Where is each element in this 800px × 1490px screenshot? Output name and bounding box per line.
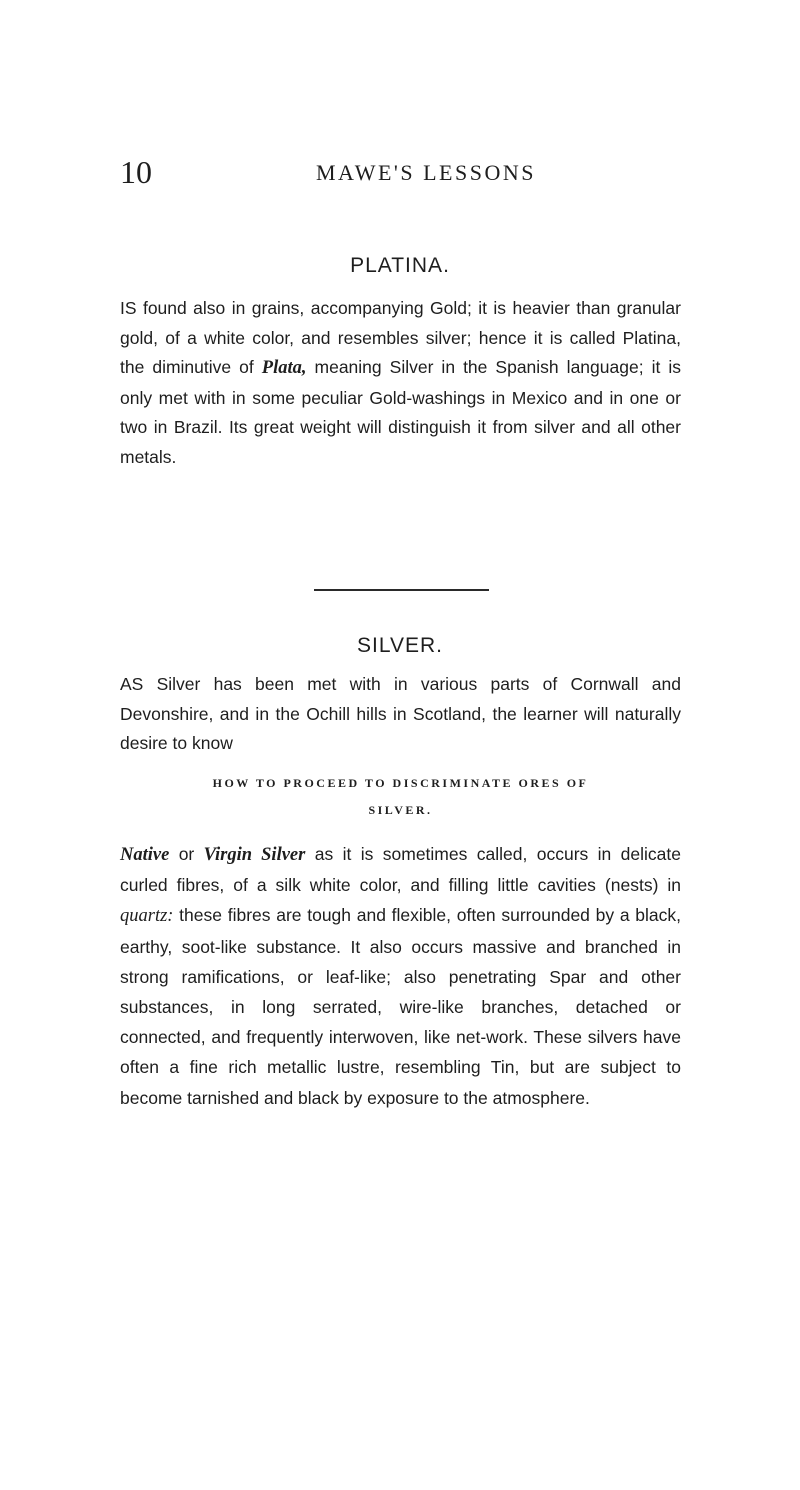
native-italic-virgin-silver: Virgin Silver (203, 845, 306, 865)
paragraph-native-silver (120, 839, 681, 1113)
section-divider (314, 589, 489, 591)
running-head (120, 152, 680, 192)
sub-heading-line-1: HOW TO PROCEED TO DISCRIMINATE ORES OF (212, 776, 589, 790)
platina-text-2: meaning Silver in the Spanish language; it is only met with in some peculiar Gold-washings in Mexico and in one or two in Brazil. Its great weight will distinguish it from silver and all other metals. (120, 357, 681, 467)
section-heading-platina: PLATINA. (350, 254, 450, 277)
native-text-1: or (169, 844, 204, 864)
native-text-3: these fibres are tough and flexible, often surrounded by a black, earthy, soot-like substance. It also occurs massive and branched in strong ramifications, or leaf-like; also penetrating Spar and other substances, in long serrated, wire-like branches, detached or connected, and frequently interwoven, like net-work. These silvers have often a fine rich metallic lustre, resembling Tin, but are subject to become tarnished and black by exposure to the atmosphere. (120, 905, 681, 1108)
sub-heading-discriminate (120, 770, 681, 824)
native-text-2: as it is sometimes called, occurs in delicate curled fibres, of a silk white color, and filling little cavities (nests) in (120, 844, 681, 896)
paragraph-silver-intro: AS Silver has been met with in various parts of Cornwall and Devonshire, and in the Ochill hills in Scotland, the learner will naturally desire to know (120, 674, 681, 753)
page-number: 10 (120, 154, 152, 190)
sub-heading-line-2: SILVER. (368, 803, 433, 817)
native-italic-native: Native (120, 845, 170, 865)
native-italic-quartz: quartz: (120, 906, 174, 927)
running-title: MAWE'S LESSONS (316, 160, 536, 185)
section-heading-silver: SILVER. (357, 634, 443, 657)
platina-italic-plata: Plata, (261, 358, 307, 378)
paragraph-platina (120, 294, 681, 472)
platina-text-1: IS found also in grains, accompanying Gold; it is heavier than granular gold, of a white color, and resembles silver; hence it is called Platina, the diminutive of (120, 298, 681, 377)
